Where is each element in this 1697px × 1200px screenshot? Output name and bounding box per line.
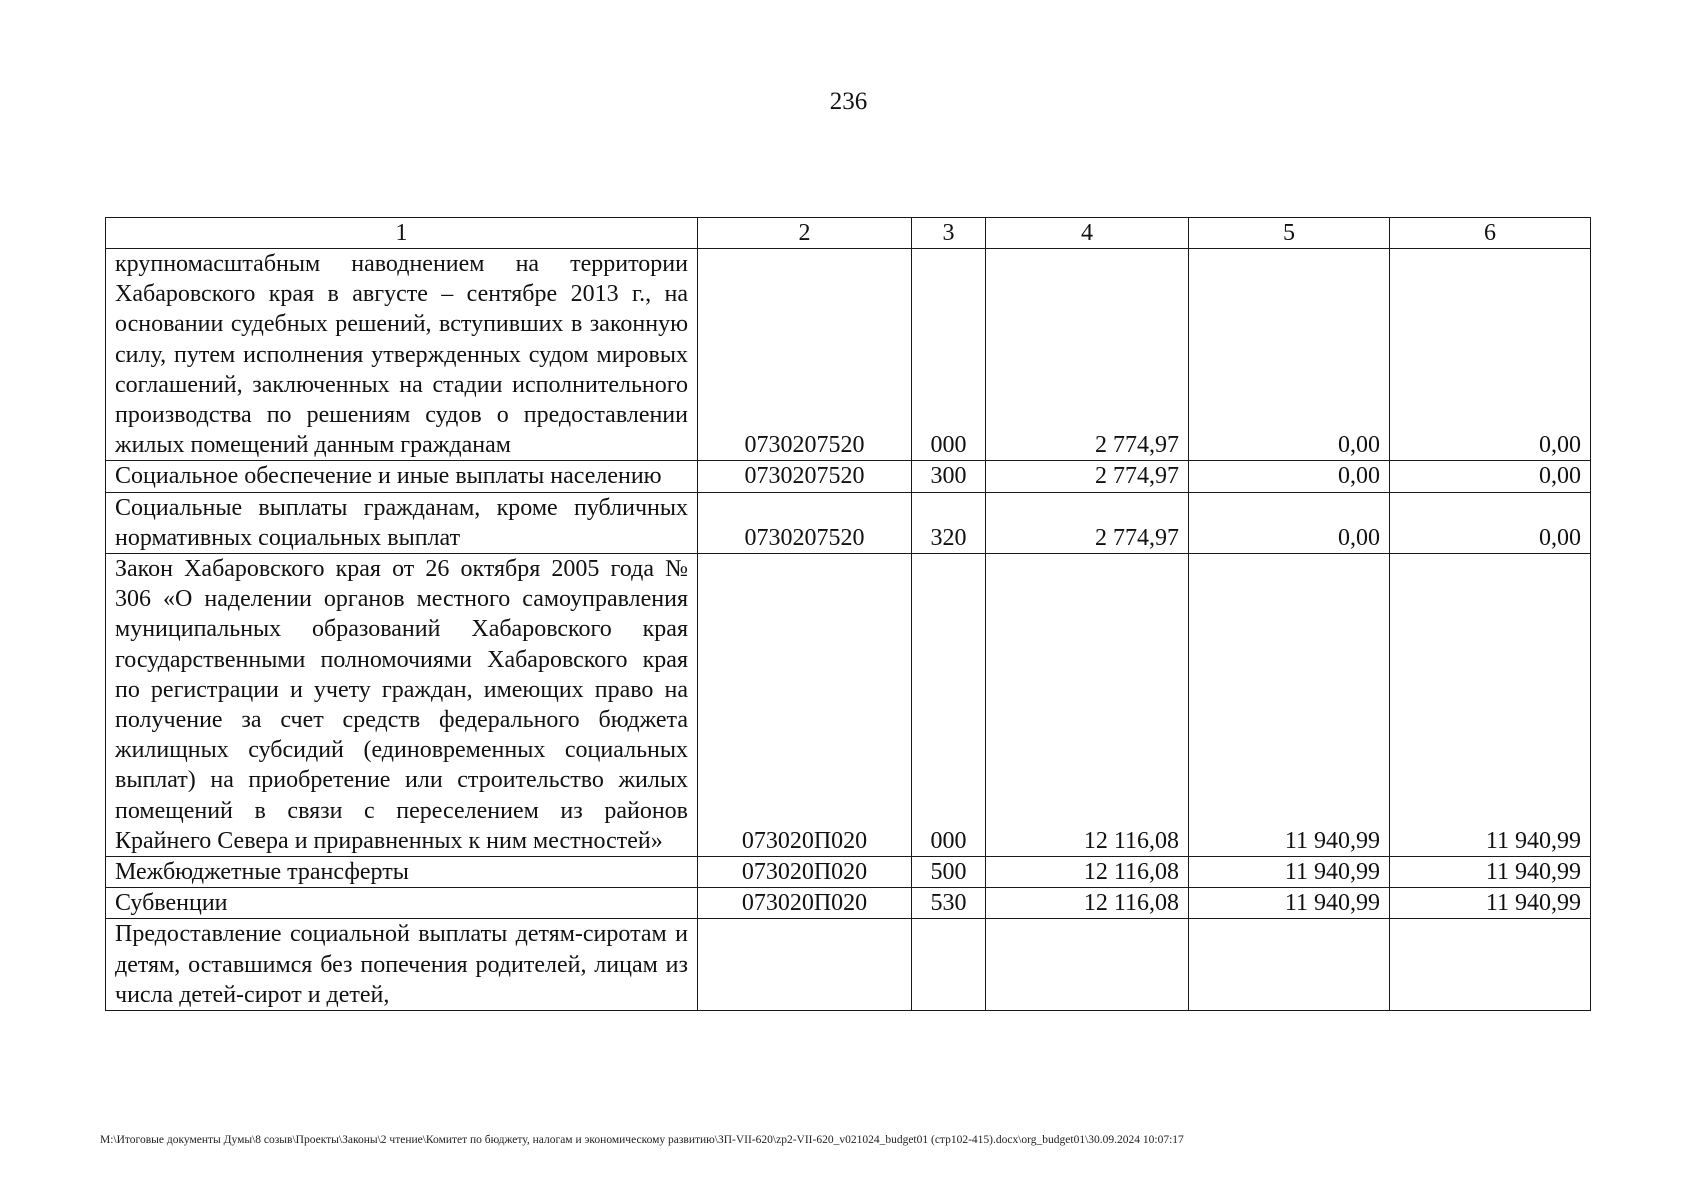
row-target-code: 073020П020	[698, 857, 912, 888]
row-value-col4: 12 116,08	[986, 857, 1189, 888]
row-value-col4	[986, 919, 1189, 1011]
row-name: Закон Хабаровского края от 26 октября 2005 года № 306 «О наделении органов местного самоуправления муниципальных образований Хабаровского края государственными полномочиями Хабаровского края по регистрации и учету граждан, имеющих право на получение за счет средств федерального бюджета жилищных субсидий (единовременных социальных выплат) на приобретение или строительство жилых помещений в связи с переселением из районов Крайнего Севера и приравненных к ним местностей»	[106, 554, 698, 857]
row-value-col5	[1189, 919, 1390, 1011]
row-value-col4: 2 774,97	[986, 461, 1189, 492]
row-name: Социальные выплаты гражданам, кроме публичных нормативных социальных выплат	[106, 492, 698, 553]
row-name: крупномасштабным наводнением на территории Хабаровского края в августе – сентябре 2013 г., на основании судебных решений, вступивших в законную силу, путем исполнения утвержденных судом мировых соглашений, заключенных на стадии исполнительного производства по решениям судов о предоставлении жилых помещений данным гражданам	[106, 249, 698, 461]
row-target-code: 0730207520	[698, 461, 912, 492]
row-expense-type: 500	[912, 857, 986, 888]
row-value-col6: 0,00	[1390, 461, 1591, 492]
row-name: Субвенции	[106, 888, 698, 919]
row-name: Социальное обеспечение и иные выплаты населению	[106, 461, 698, 492]
row-value-col4: 2 774,97	[986, 492, 1189, 553]
row-expense-type: 320	[912, 492, 986, 553]
budget-table	[105, 217, 1591, 1011]
row-value-col4: 12 116,08	[986, 888, 1189, 919]
row-value-col6: 0,00	[1390, 492, 1591, 553]
column-header-4: 4	[986, 218, 1189, 249]
row-value-col5: 0,00	[1189, 249, 1390, 461]
row-expense-type: 000	[912, 554, 986, 857]
row-target-code: 0730207520	[698, 249, 912, 461]
table-row	[106, 857, 1591, 888]
row-target-code: 073020П020	[698, 888, 912, 919]
table-row	[106, 919, 1591, 1011]
row-value-col6: 0,00	[1390, 249, 1591, 461]
row-name: Предоставление социальной выплаты детям-сиротам и детям, оставшимся без попечения родителей, лицам из числа детей-сирот и детей,	[106, 919, 698, 1011]
table-row	[106, 249, 1591, 461]
row-target-code: 073020П020	[698, 554, 912, 857]
row-value-col5: 0,00	[1189, 461, 1390, 492]
row-expense-type: 000	[912, 249, 986, 461]
row-value-col5: 11 940,99	[1189, 857, 1390, 888]
table-row	[106, 554, 1591, 857]
row-value-col6: 11 940,99	[1390, 857, 1591, 888]
table-row	[106, 492, 1591, 553]
row-value-col5: 11 940,99	[1189, 554, 1390, 857]
row-value-col5: 11 940,99	[1189, 888, 1390, 919]
row-expense-type: 530	[912, 888, 986, 919]
row-value-col4: 2 774,97	[986, 249, 1189, 461]
table-header-row	[106, 218, 1591, 249]
row-value-col6	[1390, 919, 1591, 1011]
column-header-3: 3	[912, 218, 986, 249]
row-target-code	[698, 919, 912, 1011]
row-target-code: 0730207520	[698, 492, 912, 553]
table-row	[106, 461, 1591, 492]
row-value-col4: 12 116,08	[986, 554, 1189, 857]
footer-file-path: M:\Итоговые документы Думы\8 созыв\Проекты\Законы\2 чтение\Комитет по бюджету, налогам и экономическому развитию\ЗП-VII-620\zp2-VII-620_v021024_budget01 (стр102-415).docx\org_budget01\30.09.2024 10:07:17	[100, 1134, 1184, 1146]
row-expense-type	[912, 919, 986, 1011]
column-header-6: 6	[1390, 218, 1591, 249]
column-header-5: 5	[1189, 218, 1390, 249]
row-name: Межбюджетные трансферты	[106, 857, 698, 888]
row-value-col6: 11 940,99	[1390, 554, 1591, 857]
table-row	[106, 888, 1591, 919]
row-expense-type: 300	[912, 461, 986, 492]
page-number: 236	[829, 88, 868, 115]
column-header-2: 2	[698, 218, 912, 249]
row-value-col5: 0,00	[1189, 492, 1390, 553]
column-header-1: 1	[106, 218, 698, 249]
row-value-col6: 11 940,99	[1390, 888, 1591, 919]
